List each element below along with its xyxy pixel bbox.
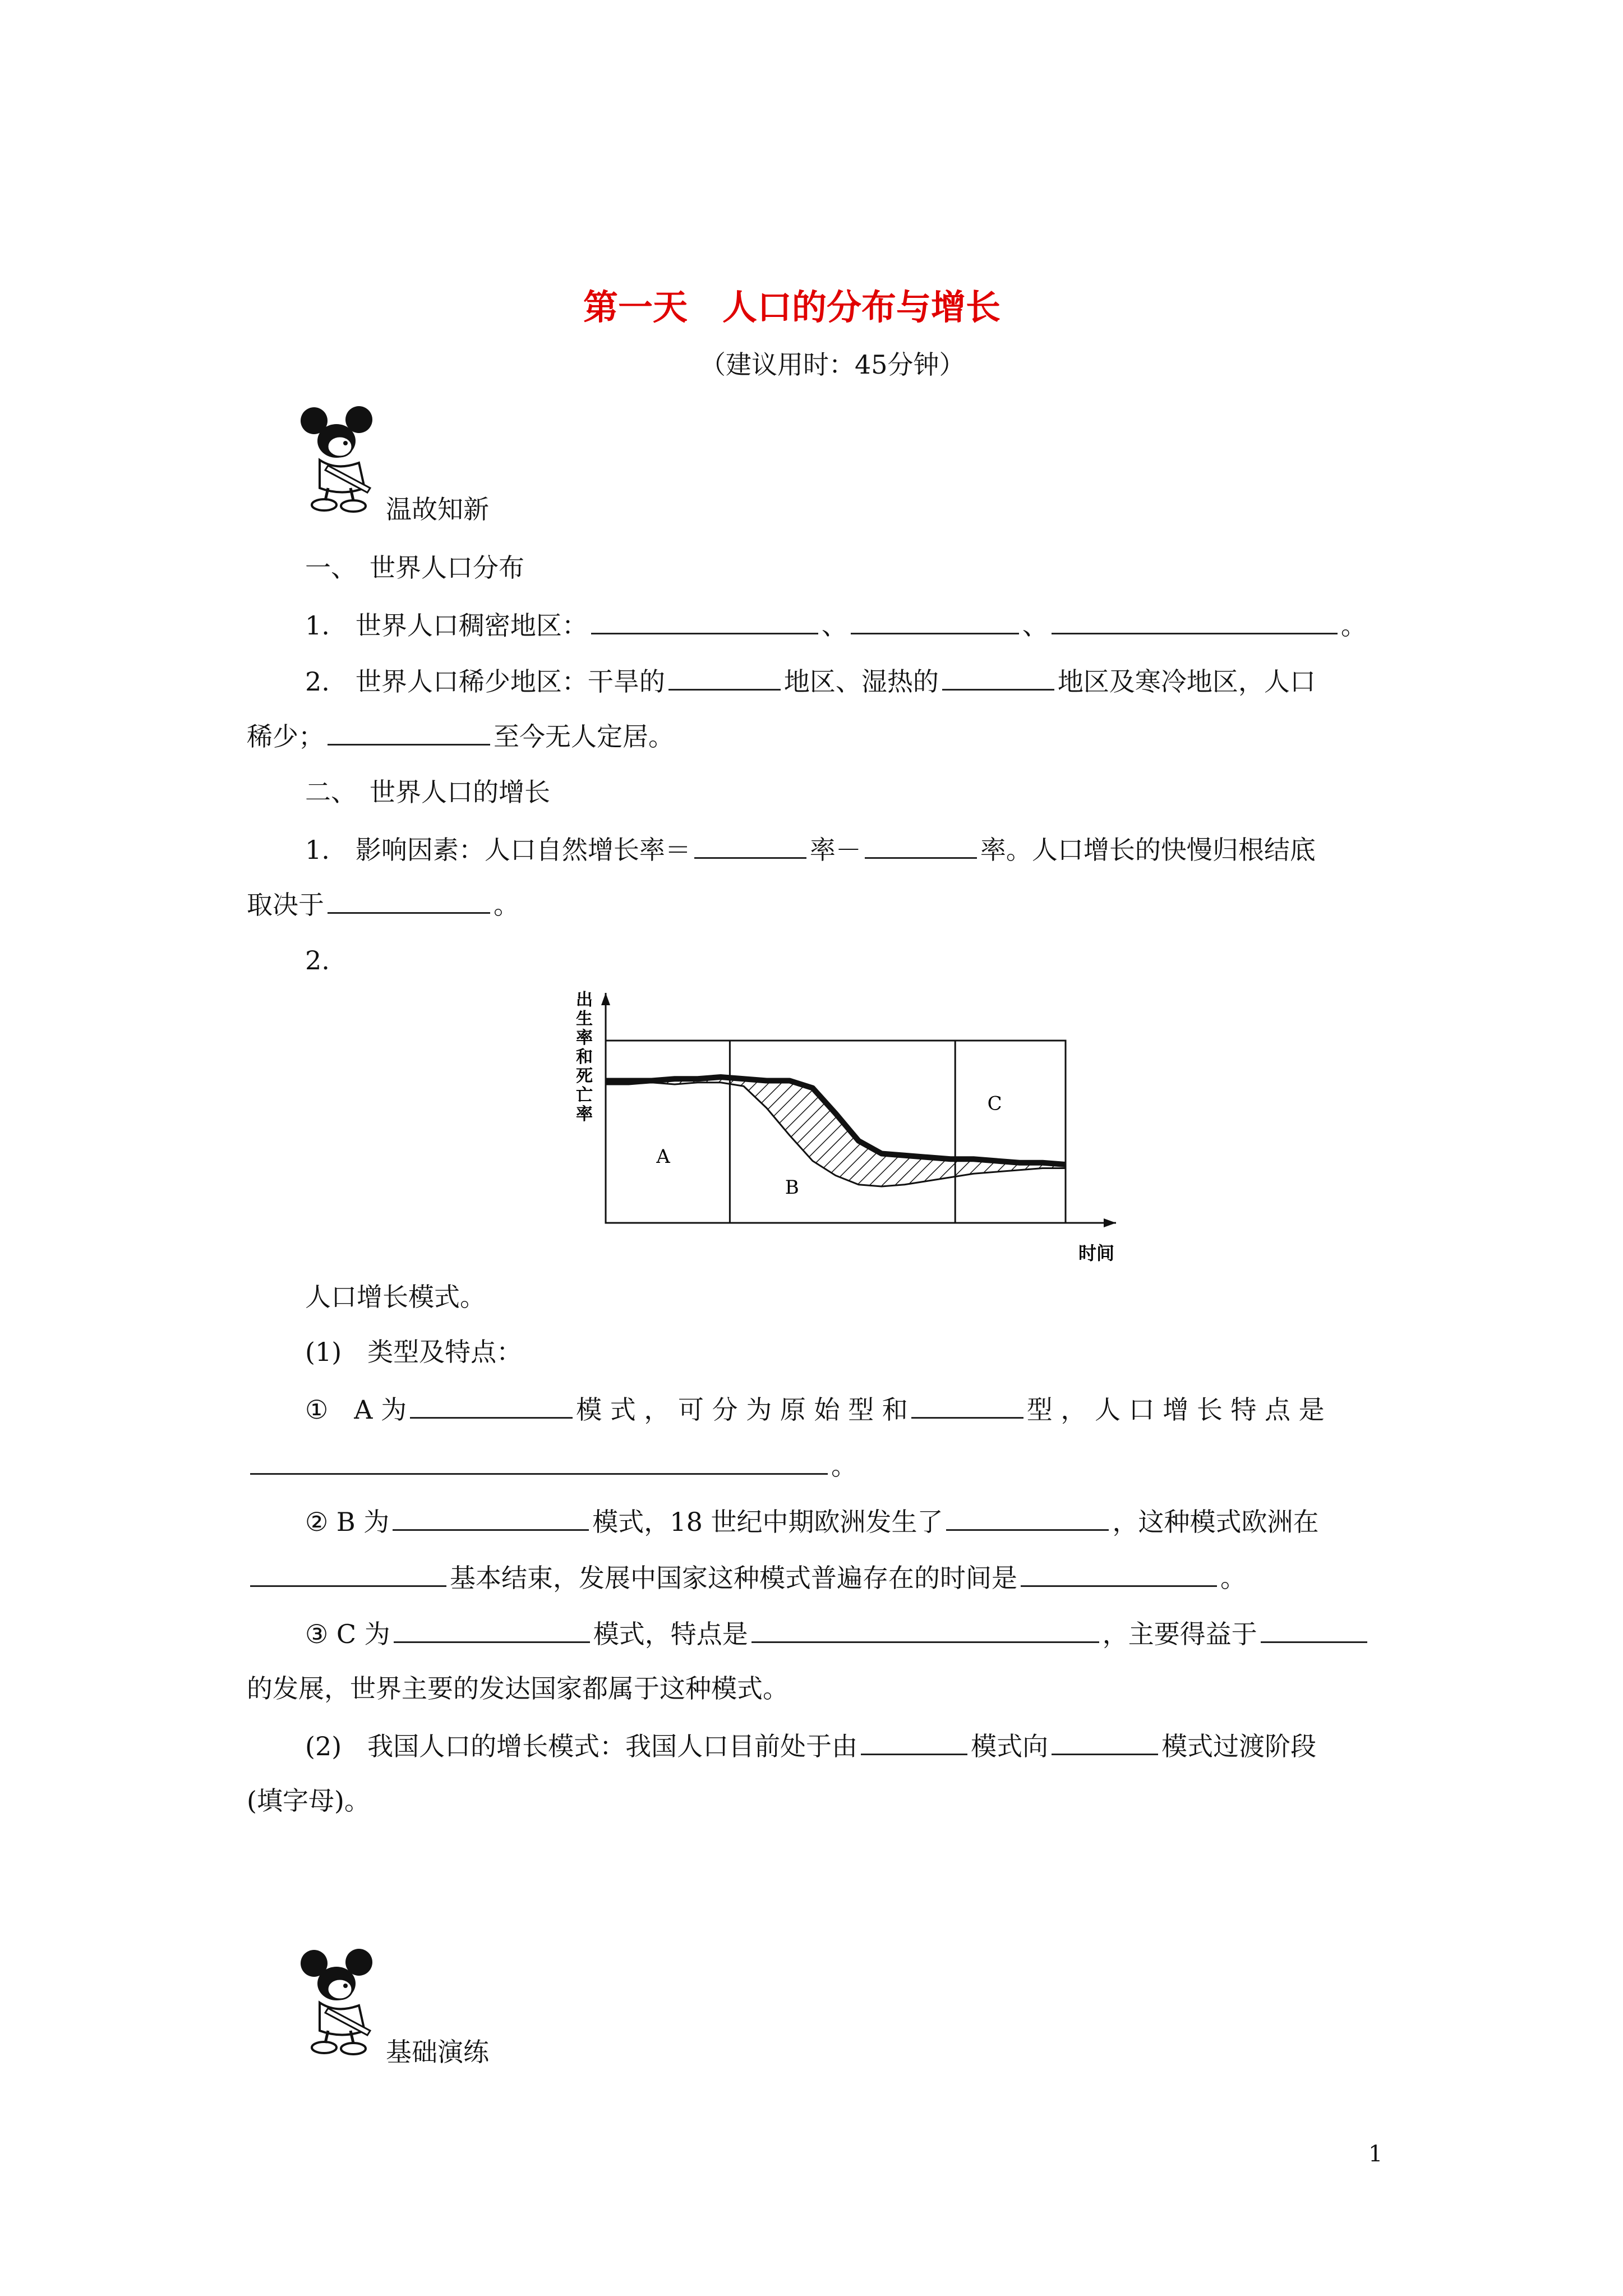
y-axis-label-char: 死 bbox=[576, 1066, 593, 1086]
answer-blank[interactable] bbox=[328, 886, 490, 914]
y-axis-label-char: 率 bbox=[576, 1105, 593, 1124]
item-a: ① A 为 模 式 ， 可 分 为 原 始 型 和 型 ， 人 口 增 长 特 点 是 bbox=[305, 1391, 1325, 1427]
answer-blank[interactable] bbox=[1052, 607, 1338, 634]
answer-blank[interactable] bbox=[250, 1447, 828, 1475]
sub-question-2: (2) 我国人口的增长模式：我国人口目前处于由 模式向 模式过渡阶段 bbox=[305, 1728, 1316, 1763]
basic-section-label: 基础演练 bbox=[386, 2037, 489, 2067]
region-label: C bbox=[987, 1092, 1002, 1115]
item-b-line2: 基本结束，发展中国家这种模式普遍存在的时间是 。 bbox=[247, 1559, 1246, 1595]
review-section-label: 温故知新 bbox=[386, 494, 489, 524]
answer-blank[interactable] bbox=[946, 1503, 1109, 1531]
y-axis-label-char: 和 bbox=[576, 1047, 593, 1067]
answer-blank[interactable] bbox=[694, 831, 806, 859]
mouse-mascot-icon bbox=[297, 1947, 381, 2059]
y-axis-label-char: 率 bbox=[576, 1028, 593, 1048]
part1-heading: 一、 世界人口分布 bbox=[305, 553, 524, 583]
answer-blank[interactable] bbox=[250, 1559, 446, 1587]
sub-question-1: (1) 类型及特点： bbox=[305, 1337, 523, 1367]
answer-blank[interactable] bbox=[1052, 1728, 1158, 1755]
y-axis-label-char: 亡 bbox=[576, 1085, 593, 1105]
answer-blank[interactable] bbox=[393, 1503, 589, 1531]
part1-question-2: 2. 世界人口稀少地区：干旱的 地区、湿热的 地区及寒冷地区，人口 bbox=[305, 663, 1316, 698]
item-b: ② B 为 模式，18 世纪中期欧洲发生了 ，这种模式欧洲在 bbox=[305, 1503, 1318, 1539]
answer-blank[interactable] bbox=[410, 1391, 573, 1419]
answer-blank[interactable] bbox=[751, 1616, 1099, 1643]
item-a-line2: 。 bbox=[247, 1447, 857, 1483]
item-c-line2: 的发展，世界主要的发达国家都属于这种模式。 bbox=[247, 1673, 789, 1704]
answer-blank[interactable] bbox=[394, 1616, 590, 1643]
y-axis-label-char: 出 bbox=[576, 990, 593, 1010]
answer-blank[interactable] bbox=[1021, 1559, 1217, 1587]
population-growth-chart bbox=[572, 987, 1122, 1268]
part2-question-1: 1. 影响因素：人口自然增长率＝ 率－ 率。人口增长的快慢归根结底 bbox=[305, 831, 1316, 867]
answer-blank[interactable] bbox=[942, 663, 1054, 691]
part2-question-1-line2: 取决于 。 bbox=[247, 886, 519, 922]
answer-blank[interactable] bbox=[668, 663, 781, 691]
answer-blank[interactable] bbox=[1261, 1616, 1367, 1643]
part1-question-2-line2: 稀少； 至今无人定居。 bbox=[247, 718, 674, 753]
page-title: 第一天 人口的分布与增长 bbox=[583, 287, 1001, 328]
answer-blank[interactable] bbox=[865, 831, 977, 859]
mouse-mascot-icon bbox=[297, 404, 381, 516]
answer-blank[interactable] bbox=[851, 607, 1019, 634]
answer-blank[interactable] bbox=[861, 1728, 967, 1755]
x-axis-label: 时间 bbox=[1078, 1243, 1115, 1264]
answer-blank[interactable] bbox=[328, 718, 490, 746]
part2-question-2-number: 2. bbox=[305, 945, 330, 976]
x-axis-arrow bbox=[1104, 1218, 1116, 1227]
y-axis-arrow bbox=[601, 993, 610, 1005]
region-label: B bbox=[785, 1176, 799, 1199]
after-chart-text: 人口增长模式。 bbox=[305, 1282, 486, 1312]
time-hint: （建议用时：45分钟） bbox=[700, 349, 965, 380]
answer-blank[interactable] bbox=[911, 1391, 1023, 1419]
part1-question-1: 1. 世界人口稠密地区： 、 、 。 bbox=[305, 607, 1367, 642]
sub-question-2-line2: (填字母)。 bbox=[247, 1786, 370, 1816]
item-c: ③ C 为 模式，特点是 ，主要得益于 bbox=[305, 1616, 1371, 1651]
answer-blank[interactable] bbox=[591, 607, 818, 634]
y-axis-label-char: 生 bbox=[576, 1009, 593, 1029]
region-label: A bbox=[656, 1145, 670, 1168]
part2-heading: 二、 世界人口的增长 bbox=[305, 777, 550, 807]
page-number: 1 bbox=[1368, 2141, 1383, 2167]
